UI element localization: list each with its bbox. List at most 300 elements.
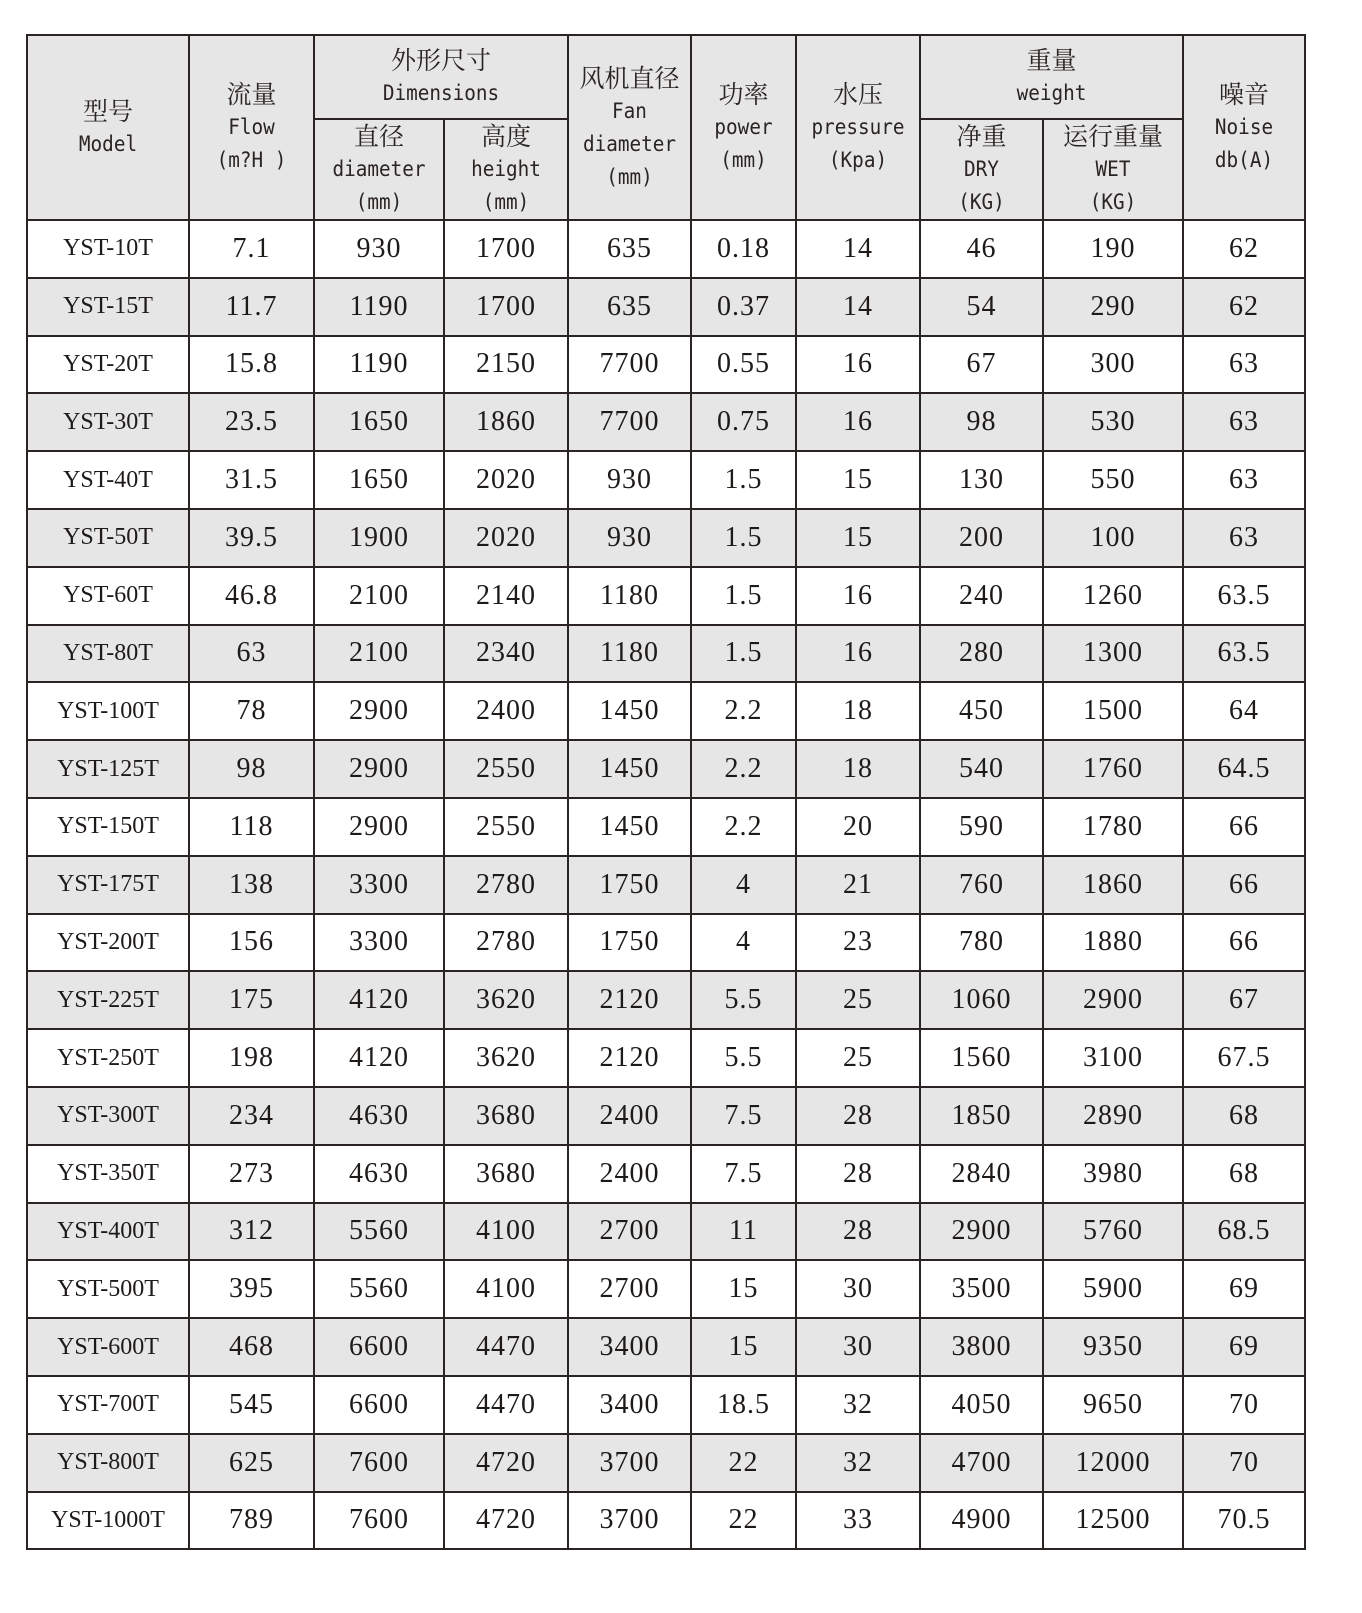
table-row — [27, 336, 1305, 394]
cell-diameter: 2100 — [314, 567, 444, 625]
cell-wet-weight: 2890 — [1043, 1087, 1183, 1145]
cell-pressure: 33 — [796, 1492, 920, 1550]
cell-noise: 66 — [1183, 798, 1305, 856]
table-row — [27, 278, 1305, 336]
cell-dry-weight: 4700 — [920, 1434, 1043, 1492]
cell-wet-weight: 2900 — [1043, 971, 1183, 1029]
cell-power: 0.37 — [691, 278, 796, 336]
cell-pressure: 18 — [796, 682, 920, 740]
cell-fan-diameter: 635 — [568, 278, 691, 336]
cell-fan-diameter: 1450 — [568, 798, 691, 856]
cell-noise: 70 — [1183, 1434, 1305, 1492]
header-flow-zh: 流量 — [226, 80, 277, 109]
header-noise — [1183, 35, 1305, 220]
cell-diameter: 3300 — [314, 914, 444, 972]
table-row — [27, 1492, 1305, 1550]
header-height-en: height — [471, 157, 541, 181]
cell-power: 18.5 — [691, 1376, 796, 1434]
cell-noise: 62 — [1183, 220, 1305, 278]
cell-noise: 68.5 — [1183, 1203, 1305, 1261]
header-diameter — [314, 119, 444, 220]
cell-model: YST-350T — [27, 1145, 189, 1203]
table-body — [27, 220, 1305, 1549]
header-power — [691, 35, 796, 220]
header-model-en: Model — [78, 131, 138, 156]
cell-noise: 63 — [1183, 393, 1305, 451]
cell-flow: 198 — [189, 1029, 314, 1087]
table-row — [27, 1318, 1305, 1376]
cell-dry-weight: 2840 — [920, 1145, 1043, 1203]
cell-pressure: 15 — [796, 451, 920, 509]
cell-dry-weight: 3800 — [920, 1318, 1043, 1376]
cell-fan-diameter: 3700 — [568, 1492, 691, 1550]
cell-wet-weight: 1300 — [1043, 625, 1183, 683]
cell-pressure: 28 — [796, 1087, 920, 1145]
cell-power: 22 — [691, 1434, 796, 1492]
header-height-zh: 高度 — [480, 122, 531, 151]
cell-wet-weight: 290 — [1043, 278, 1183, 336]
cell-model: YST-500T — [27, 1260, 189, 1318]
header-flow-en: Flow — [228, 115, 275, 139]
cell-wet-weight: 550 — [1043, 451, 1183, 509]
cell-fan-diameter: 635 — [568, 220, 691, 278]
cell-diameter: 1190 — [314, 336, 444, 394]
cell-model: YST-700T — [27, 1376, 189, 1434]
cell-diameter: 1190 — [314, 278, 444, 336]
cell-height: 1700 — [444, 278, 568, 336]
cell-dry-weight: 760 — [920, 856, 1043, 914]
cell-noise: 67.5 — [1183, 1029, 1305, 1087]
cell-diameter: 2900 — [314, 740, 444, 798]
cell-power: 1.5 — [691, 451, 796, 509]
cell-diameter: 2900 — [314, 682, 444, 740]
cell-fan-diameter: 1180 — [568, 625, 691, 683]
cell-flow: 138 — [189, 856, 314, 914]
cell-fan-diameter: 7700 — [568, 393, 691, 451]
cell-model: YST-125T — [27, 740, 189, 798]
cell-pressure: 30 — [796, 1318, 920, 1376]
cell-power: 4 — [691, 914, 796, 972]
cell-power: 7.5 — [691, 1145, 796, 1203]
cell-model: YST-400T — [27, 1203, 189, 1261]
cell-wet-weight: 1260 — [1043, 567, 1183, 625]
header-dimensions-zh: 外形尺寸 — [390, 46, 491, 75]
cell-power: 5.5 — [691, 971, 796, 1029]
cell-noise: 63 — [1183, 451, 1305, 509]
cell-noise: 66 — [1183, 856, 1305, 914]
cell-pressure: 14 — [796, 220, 920, 278]
cell-noise: 64 — [1183, 682, 1305, 740]
table-row — [27, 1145, 1305, 1203]
table-row — [27, 1087, 1305, 1145]
cell-wet-weight: 9650 — [1043, 1376, 1183, 1434]
cell-pressure: 15 — [796, 509, 920, 567]
cell-flow: 7.1 — [189, 220, 314, 278]
cell-noise: 69 — [1183, 1260, 1305, 1318]
cell-height: 2140 — [444, 567, 568, 625]
cell-wet-weight: 5760 — [1043, 1203, 1183, 1261]
table-row — [27, 798, 1305, 856]
cell-pressure: 23 — [796, 914, 920, 972]
cell-dry-weight: 1850 — [920, 1087, 1043, 1145]
cell-noise: 63.5 — [1183, 567, 1305, 625]
cell-noise: 67 — [1183, 971, 1305, 1029]
cell-fan-diameter: 2400 — [568, 1145, 691, 1203]
cell-flow: 468 — [189, 1318, 314, 1376]
cell-pressure: 21 — [796, 856, 920, 914]
cell-dry-weight: 3500 — [920, 1260, 1043, 1318]
table-row — [27, 740, 1305, 798]
cell-model: YST-250T — [27, 1029, 189, 1087]
cell-wet-weight: 12500 — [1043, 1492, 1183, 1550]
cell-power: 4 — [691, 856, 796, 914]
header-dry-weight — [920, 119, 1043, 220]
cell-flow: 31.5 — [189, 451, 314, 509]
cell-flow: 395 — [189, 1260, 314, 1318]
table-row — [27, 509, 1305, 567]
header-noise-zh: 噪音 — [1219, 80, 1270, 109]
cell-dry-weight: 54 — [920, 278, 1043, 336]
cell-power: 5.5 — [691, 1029, 796, 1087]
cell-model: YST-1000T — [27, 1492, 189, 1550]
cell-dry-weight: 1560 — [920, 1029, 1043, 1087]
cell-power: 15 — [691, 1260, 796, 1318]
cell-power: 1.5 — [691, 625, 796, 683]
cell-flow: 63 — [189, 625, 314, 683]
cell-fan-diameter: 3700 — [568, 1434, 691, 1492]
cell-wet-weight: 1860 — [1043, 856, 1183, 914]
cell-diameter: 4120 — [314, 1029, 444, 1087]
cell-power: 2.2 — [691, 682, 796, 740]
header-weight-zh: 重量 — [1026, 46, 1077, 75]
cell-model: YST-40T — [27, 451, 189, 509]
cell-dry-weight: 2900 — [920, 1203, 1043, 1261]
cell-fan-diameter: 1450 — [568, 682, 691, 740]
header-dry-zh: 净重 — [956, 122, 1007, 151]
cell-model: YST-175T — [27, 856, 189, 914]
cell-power: 2.2 — [691, 798, 796, 856]
cell-wet-weight: 300 — [1043, 336, 1183, 394]
cell-height: 4720 — [444, 1434, 568, 1492]
header-fan-diameter-en2: diameter — [582, 131, 677, 156]
cell-model: YST-80T — [27, 625, 189, 683]
header-pressure-en: pressure — [811, 115, 905, 139]
cell-flow: 234 — [189, 1087, 314, 1145]
cell-height: 1860 — [444, 393, 568, 451]
cell-flow: 273 — [189, 1145, 314, 1203]
cell-dry-weight: 590 — [920, 798, 1043, 856]
header-model — [27, 35, 189, 220]
cell-noise: 70.5 — [1183, 1492, 1305, 1550]
cell-diameter: 7600 — [314, 1492, 444, 1550]
header-height — [444, 119, 568, 220]
cell-pressure: 18 — [796, 740, 920, 798]
cell-noise: 69 — [1183, 1318, 1305, 1376]
cell-fan-diameter: 1750 — [568, 856, 691, 914]
header-pressure-unit: (Kpa) — [828, 148, 888, 172]
header-diameter-unit: (mm) — [355, 190, 403, 214]
cell-noise: 63.5 — [1183, 625, 1305, 683]
cell-fan-diameter: 2120 — [568, 1029, 691, 1087]
header-flow — [189, 35, 314, 220]
cell-diameter: 3300 — [314, 856, 444, 914]
header-power-unit: (mm) — [720, 148, 767, 172]
table-row — [27, 625, 1305, 683]
table-row — [27, 451, 1305, 509]
cell-wet-weight: 1880 — [1043, 914, 1183, 972]
cell-noise: 63 — [1183, 509, 1305, 567]
header-pressure — [796, 35, 920, 220]
cell-flow: 312 — [189, 1203, 314, 1261]
cell-fan-diameter: 1180 — [568, 567, 691, 625]
cell-height: 2340 — [444, 625, 568, 683]
cell-power: 11 — [691, 1203, 796, 1261]
cell-height: 3620 — [444, 971, 568, 1029]
cell-model: YST-30T — [27, 393, 189, 451]
cell-dry-weight: 4900 — [920, 1492, 1043, 1550]
header-diameter-zh: 直径 — [353, 122, 404, 151]
cell-diameter: 4630 — [314, 1087, 444, 1145]
cell-height: 2150 — [444, 336, 568, 394]
cell-fan-diameter: 3400 — [568, 1376, 691, 1434]
cell-model: YST-800T — [27, 1434, 189, 1492]
cell-wet-weight: 3980 — [1043, 1145, 1183, 1203]
cell-fan-diameter: 7700 — [568, 336, 691, 394]
cell-model: YST-600T — [27, 1318, 189, 1376]
cell-height: 2020 — [444, 509, 568, 567]
cell-diameter: 6600 — [314, 1318, 444, 1376]
table-row — [27, 682, 1305, 740]
header-dimensions — [314, 35, 568, 119]
cell-height: 2780 — [444, 914, 568, 972]
cell-flow: 545 — [189, 1376, 314, 1434]
cell-height: 2400 — [444, 682, 568, 740]
table-row — [27, 1203, 1305, 1261]
table-row — [27, 393, 1305, 451]
cell-pressure: 30 — [796, 1260, 920, 1318]
cell-flow: 11.7 — [189, 278, 314, 336]
cell-dry-weight: 200 — [920, 509, 1043, 567]
header-weight — [920, 35, 1183, 119]
cell-height: 4470 — [444, 1376, 568, 1434]
cell-wet-weight: 12000 — [1043, 1434, 1183, 1492]
cell-flow: 789 — [189, 1492, 314, 1550]
cell-flow: 15.8 — [189, 336, 314, 394]
header-power-zh: 功率 — [718, 80, 769, 109]
cell-power: 1.5 — [691, 509, 796, 567]
cell-power: 0.75 — [691, 393, 796, 451]
cell-height: 1700 — [444, 220, 568, 278]
cell-dry-weight: 540 — [920, 740, 1043, 798]
cell-diameter: 5560 — [314, 1260, 444, 1318]
table-row — [27, 1029, 1305, 1087]
cell-fan-diameter: 2700 — [568, 1203, 691, 1261]
cell-pressure: 16 — [796, 625, 920, 683]
cell-dry-weight: 1060 — [920, 971, 1043, 1029]
header-fan-diameter-en1: Fan — [612, 98, 647, 123]
cell-height: 3680 — [444, 1087, 568, 1145]
cell-noise: 68 — [1183, 1087, 1305, 1145]
cell-diameter: 2100 — [314, 625, 444, 683]
cell-pressure: 16 — [796, 336, 920, 394]
cell-fan-diameter: 930 — [568, 509, 691, 567]
cell-pressure: 14 — [796, 278, 920, 336]
cell-model: YST-15T — [27, 278, 189, 336]
cell-fan-diameter: 3400 — [568, 1318, 691, 1376]
header-dry-en: DRY — [964, 157, 999, 181]
cell-model: YST-225T — [27, 971, 189, 1029]
cell-diameter: 1650 — [314, 393, 444, 451]
cell-flow: 625 — [189, 1434, 314, 1492]
cell-pressure: 20 — [796, 798, 920, 856]
cell-model: YST-10T — [27, 220, 189, 278]
header-wet-en: WET — [1095, 157, 1131, 181]
header-height-unit: (mm) — [482, 190, 530, 214]
cell-power: 15 — [691, 1318, 796, 1376]
cell-dry-weight: 780 — [920, 914, 1043, 972]
header-wet-unit: (KG) — [1089, 190, 1137, 214]
cell-diameter: 4120 — [314, 971, 444, 1029]
header-fan-diameter-zh: 风机直径 — [579, 63, 680, 93]
cell-wet-weight: 3100 — [1043, 1029, 1183, 1087]
cell-dry-weight: 280 — [920, 625, 1043, 683]
table-row — [27, 220, 1305, 278]
cell-power: 0.18 — [691, 220, 796, 278]
spec-table — [26, 34, 1306, 1550]
cell-wet-weight: 9350 — [1043, 1318, 1183, 1376]
cell-noise: 63 — [1183, 336, 1305, 394]
cell-diameter: 1650 — [314, 451, 444, 509]
cell-flow: 118 — [189, 798, 314, 856]
cell-model: YST-200T — [27, 914, 189, 972]
cell-flow: 98 — [189, 740, 314, 798]
cell-height: 4720 — [444, 1492, 568, 1550]
header-fan-diameter-unit: (mm) — [606, 164, 653, 189]
cell-power: 7.5 — [691, 1087, 796, 1145]
header-fan-diameter — [568, 35, 691, 220]
header-weight-en: weight — [1016, 81, 1087, 105]
cell-power: 1.5 — [691, 567, 796, 625]
cell-height: 4100 — [444, 1260, 568, 1318]
cell-fan-diameter: 2120 — [568, 971, 691, 1029]
header-noise-en: Noise — [1214, 115, 1274, 139]
cell-noise: 62 — [1183, 278, 1305, 336]
header-model-zh: 型号 — [82, 96, 133, 126]
table-row — [27, 567, 1305, 625]
cell-fan-diameter: 930 — [568, 451, 691, 509]
cell-dry-weight: 46 — [920, 220, 1043, 278]
header-dimensions-en: Dimensions — [382, 81, 500, 105]
header-power-en: power — [714, 115, 773, 139]
cell-pressure: 32 — [796, 1376, 920, 1434]
cell-diameter: 4630 — [314, 1145, 444, 1203]
cell-fan-diameter: 2400 — [568, 1087, 691, 1145]
table-row — [27, 914, 1305, 972]
cell-height: 2550 — [444, 798, 568, 856]
header-wet-zh: 运行重量 — [1063, 122, 1164, 151]
cell-diameter: 2900 — [314, 798, 444, 856]
table-row — [27, 1376, 1305, 1434]
cell-height: 4470 — [444, 1318, 568, 1376]
header-wet-weight — [1043, 119, 1183, 220]
cell-wet-weight: 5900 — [1043, 1260, 1183, 1318]
cell-height: 4100 — [444, 1203, 568, 1261]
table-row — [27, 1434, 1305, 1492]
cell-pressure: 25 — [796, 971, 920, 1029]
cell-fan-diameter: 2700 — [568, 1260, 691, 1318]
cell-pressure: 28 — [796, 1145, 920, 1203]
cell-diameter: 5560 — [314, 1203, 444, 1261]
cell-dry-weight: 450 — [920, 682, 1043, 740]
cell-power: 0.55 — [691, 336, 796, 394]
cell-dry-weight: 4050 — [920, 1376, 1043, 1434]
cell-wet-weight: 190 — [1043, 220, 1183, 278]
header-dry-unit: (KG) — [958, 190, 1005, 214]
cell-height: 3680 — [444, 1145, 568, 1203]
cell-fan-diameter: 1450 — [568, 740, 691, 798]
cell-dry-weight: 98 — [920, 393, 1043, 451]
cell-diameter: 1900 — [314, 509, 444, 567]
cell-diameter: 6600 — [314, 1376, 444, 1434]
cell-flow: 78 — [189, 682, 314, 740]
cell-pressure: 16 — [796, 567, 920, 625]
table-header — [27, 35, 1305, 220]
header-flow-unit: (m?H ) — [216, 148, 287, 172]
cell-height: 2780 — [444, 856, 568, 914]
cell-wet-weight: 1760 — [1043, 740, 1183, 798]
header-noise-unit: db(A) — [1214, 148, 1274, 172]
table-row — [27, 856, 1305, 914]
cell-model: YST-20T — [27, 336, 189, 394]
cell-power: 2.2 — [691, 740, 796, 798]
cell-noise: 66 — [1183, 914, 1305, 972]
cell-model: YST-300T — [27, 1087, 189, 1145]
cell-height: 2550 — [444, 740, 568, 798]
cell-noise: 64.5 — [1183, 740, 1305, 798]
cell-dry-weight: 130 — [920, 451, 1043, 509]
cell-fan-diameter: 1750 — [568, 914, 691, 972]
cell-flow: 175 — [189, 971, 314, 1029]
cell-noise: 68 — [1183, 1145, 1305, 1203]
cell-height: 3620 — [444, 1029, 568, 1087]
cell-wet-weight: 1500 — [1043, 682, 1183, 740]
cell-pressure: 16 — [796, 393, 920, 451]
cell-model: YST-60T — [27, 567, 189, 625]
table-row — [27, 971, 1305, 1029]
header-pressure-zh: 水压 — [832, 80, 883, 109]
cell-height: 2020 — [444, 451, 568, 509]
cell-power: 22 — [691, 1492, 796, 1550]
cell-dry-weight: 240 — [920, 567, 1043, 625]
cell-model: YST-50T — [27, 509, 189, 567]
cell-pressure: 28 — [796, 1203, 920, 1261]
cell-pressure: 32 — [796, 1434, 920, 1492]
cell-wet-weight: 1780 — [1043, 798, 1183, 856]
cell-dry-weight: 67 — [920, 336, 1043, 394]
cell-noise: 70 — [1183, 1376, 1305, 1434]
table-row — [27, 1260, 1305, 1318]
cell-flow: 39.5 — [189, 509, 314, 567]
header-diameter-en: diameter — [332, 157, 426, 181]
cell-flow: 46.8 — [189, 567, 314, 625]
cell-diameter: 930 — [314, 220, 444, 278]
cell-diameter: 7600 — [314, 1434, 444, 1492]
cell-model: YST-100T — [27, 682, 189, 740]
cell-flow: 23.5 — [189, 393, 314, 451]
cell-wet-weight: 100 — [1043, 509, 1183, 567]
cell-model: YST-150T — [27, 798, 189, 856]
cell-flow: 156 — [189, 914, 314, 972]
